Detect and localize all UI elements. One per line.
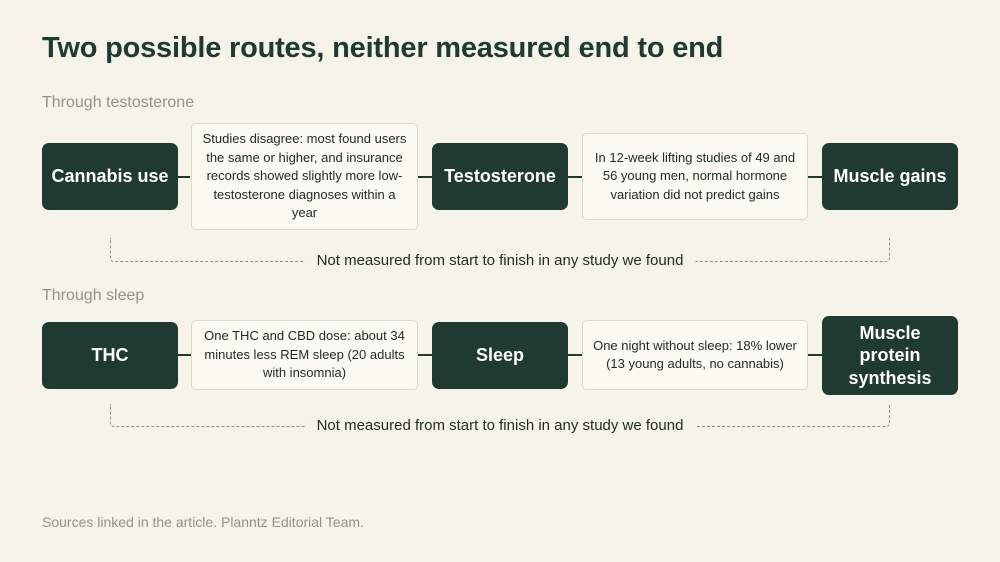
sources-footer: Sources linked in the article. Planntz Editorial Team. (42, 514, 364, 530)
route-label-sleep: Through sleep (42, 287, 145, 304)
route-label-testosterone: Through testosterone (42, 94, 195, 111)
node-muscle-protein-synthesis: Muscle protein synthesis (822, 316, 958, 395)
evidence-note-thc-sleep: One THC and CBD dose: about 34 minutes less REM sleep (20 adults with insomnia) (191, 320, 418, 390)
evidence-note-cannabis-testosterone: Studies disagree: most found users the same or higher, and insurance records showed slightly more low-testosterone diagnoses within a year (191, 123, 418, 230)
node-thc: THC (42, 322, 178, 389)
node-muscle-gains: Muscle gains (822, 143, 958, 210)
node-testosterone: Testosterone (432, 143, 568, 210)
evidence-note-sleep-synthesis: One night without sleep: 18% lower (13 young adults, no cannabis) (582, 320, 808, 390)
unmeasured-span-label: Not measured from start to finish in any study we found (305, 417, 696, 434)
diagram-title: Two possible routes, neither measured end to end (42, 32, 724, 64)
node-sleep: Sleep (432, 322, 568, 389)
node-cannabis-use: Cannabis use (42, 143, 178, 210)
evidence-note-testosterone-gains: In 12-week lifting studies of 49 and 56 young men, normal hormone variation did not predict gains (582, 133, 808, 220)
unmeasured-span-label: Not measured from start to finish in any study we found (305, 252, 696, 269)
